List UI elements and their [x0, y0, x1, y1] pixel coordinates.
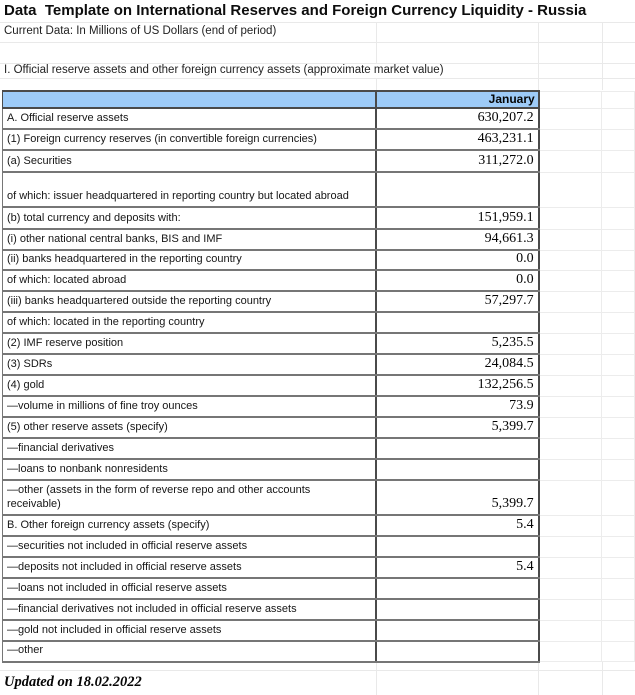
row-label: (4) gold	[3, 375, 376, 396]
row-label: of which: located in the reporting country	[3, 312, 376, 333]
row-value: 73.9	[376, 396, 539, 417]
table-row	[3, 354, 635, 375]
header-month: January	[376, 91, 539, 108]
table-row	[3, 207, 635, 229]
ghost-cell	[539, 396, 602, 417]
ghost-cell	[602, 480, 635, 515]
ghost-cell	[602, 396, 635, 417]
row-value	[376, 438, 539, 459]
row-label: —other	[3, 641, 376, 661]
ghost-cell	[539, 641, 602, 661]
ghost-cell	[602, 108, 635, 129]
ghost-cell	[539, 459, 602, 480]
row-label: —deposits not included in official reserve assets	[3, 557, 376, 578]
ghost-cell	[602, 229, 635, 250]
row-value: 463,231.1	[376, 129, 539, 150]
ghost-cell	[539, 578, 602, 599]
row-value: 5.4	[376, 515, 539, 536]
ghost-cell	[539, 150, 602, 172]
row-label: B. Other foreign currency assets (specify)	[3, 515, 376, 536]
table-row	[3, 396, 635, 417]
ghost-cell	[539, 354, 602, 375]
row-label: —volume in millions of fine troy ounces	[3, 396, 376, 417]
row-value: 5,399.7	[376, 417, 539, 438]
row-value: 5,399.7	[376, 480, 539, 515]
grid-line	[376, 22, 377, 63]
table-row	[3, 578, 635, 599]
reserves-table	[2, 90, 635, 663]
row-value: 630,207.2	[376, 108, 539, 129]
ghost-cell	[602, 150, 635, 172]
ghost-cell	[539, 270, 602, 291]
row-label: (3) SDRs	[3, 354, 376, 375]
grid-line	[602, 657, 603, 695]
table-row	[3, 150, 635, 172]
row-value: 0.0	[376, 270, 539, 291]
grid-line	[376, 657, 377, 695]
ghost-cell	[539, 172, 602, 207]
table-row	[3, 108, 635, 129]
page-subtitle: Current Data: In Millions of US Dollars (end of period)	[4, 25, 277, 37]
table-row	[3, 620, 635, 641]
row-label: —financial derivatives not included in official reserve assets	[3, 599, 376, 620]
ghost-cell	[602, 438, 635, 459]
ghost-cell	[602, 459, 635, 480]
ghost-cell	[539, 333, 602, 354]
ghost-cell	[602, 515, 635, 536]
grid-line	[0, 78, 635, 79]
ghost-cell	[539, 207, 602, 229]
row-label: —loans to nonbank nonresidents	[3, 459, 376, 480]
table-row	[3, 375, 635, 396]
ghost-cell	[602, 417, 635, 438]
row-value: 94,661.3	[376, 229, 539, 250]
table-row	[3, 417, 635, 438]
ghost-cell	[539, 515, 602, 536]
page-title: Data Template on International Reserves and Foreign Currency Liquidity - Russia	[4, 2, 587, 19]
row-label: (5) other reserve assets (specify)	[3, 417, 376, 438]
row-label: —securities not included in official reserve assets	[3, 536, 376, 557]
row-value: 132,256.5	[376, 375, 539, 396]
header-empty-cell	[3, 91, 376, 108]
row-value	[376, 536, 539, 557]
row-value	[376, 459, 539, 480]
row-value	[376, 620, 539, 641]
table-row	[3, 250, 635, 270]
row-label: —other (assets in the form of reverse repo and other accounts receivable)	[3, 480, 376, 515]
ghost-cell	[602, 641, 635, 661]
grid-line	[538, 657, 539, 695]
ghost-cell	[602, 270, 635, 291]
table-row	[3, 557, 635, 578]
row-value	[376, 312, 539, 333]
row-value: 151,959.1	[376, 207, 539, 229]
row-value	[376, 641, 539, 661]
table-row	[3, 459, 635, 480]
ghost-cell	[539, 229, 602, 250]
ghost-cell	[602, 207, 635, 229]
row-label: A. Official reserve assets	[3, 108, 376, 129]
row-label: (b) total currency and deposits with:	[3, 207, 376, 229]
ghost-cell	[602, 599, 635, 620]
updated-date: Updated on 18.02.2022	[4, 674, 142, 690]
ghost-cell	[602, 620, 635, 641]
ghost-cell	[602, 129, 635, 150]
row-value: 57,297.7	[376, 291, 539, 312]
table-row	[3, 291, 635, 312]
ghost-cell	[539, 438, 602, 459]
row-value: 5,235.5	[376, 333, 539, 354]
ghost-cell	[539, 599, 602, 620]
table-row	[3, 333, 635, 354]
grid-line	[376, 78, 377, 90]
table-row	[3, 641, 635, 661]
ghost-cell	[602, 557, 635, 578]
ghost-cell	[539, 91, 602, 108]
row-value	[376, 599, 539, 620]
ghost-cell	[539, 108, 602, 129]
ghost-cell	[539, 312, 602, 333]
ghost-cell	[539, 129, 602, 150]
table-row	[3, 172, 635, 207]
reserve-table-body	[3, 108, 635, 662]
ghost-cell	[602, 354, 635, 375]
table-row	[3, 229, 635, 250]
table-row	[3, 536, 635, 557]
ghost-cell	[539, 557, 602, 578]
ghost-cell	[602, 250, 635, 270]
row-label: (i) other national central banks, BIS and IMF	[3, 229, 376, 250]
table-row	[3, 480, 635, 515]
row-label: —gold not included in official reserve assets	[3, 620, 376, 641]
table-row	[3, 515, 635, 536]
row-label: (iii) banks headquartered outside the reporting country	[3, 291, 376, 312]
grid-line	[0, 63, 635, 64]
ghost-cell	[539, 480, 602, 515]
ghost-cell	[602, 91, 635, 108]
row-label: (1) Foreign currency reserves (in convertible foreign currencies)	[3, 129, 376, 150]
grid-line	[0, 22, 635, 23]
grid-line	[538, 22, 539, 90]
table-row	[3, 599, 635, 620]
table-row	[3, 438, 635, 459]
row-label: of which: located abroad	[3, 270, 376, 291]
ghost-cell	[539, 620, 602, 641]
table-row	[3, 312, 635, 333]
ghost-cell	[539, 375, 602, 396]
row-value	[376, 172, 539, 207]
ghost-cell	[539, 536, 602, 557]
row-value: 5.4	[376, 557, 539, 578]
row-label: (2) IMF reserve position	[3, 333, 376, 354]
grid-line	[602, 22, 603, 90]
row-value: 24,084.5	[376, 354, 539, 375]
row-label: —loans not included in official reserve assets	[3, 578, 376, 599]
ghost-cell	[602, 375, 635, 396]
ghost-cell	[539, 250, 602, 270]
table-row	[3, 270, 635, 291]
ghost-cell	[539, 291, 602, 312]
table-row	[3, 129, 635, 150]
section-heading: I. Official reserve assets and other foreign currency assets (approximate market value)	[4, 64, 444, 76]
row-value: 0.0	[376, 250, 539, 270]
row-value: 311,272.0	[376, 150, 539, 172]
ghost-cell	[602, 312, 635, 333]
table-header-row	[3, 91, 635, 108]
row-label: —financial derivatives	[3, 438, 376, 459]
ghost-cell	[602, 291, 635, 312]
ghost-cell	[602, 578, 635, 599]
ghost-cell	[602, 172, 635, 207]
row-label: (ii) banks headquartered in the reporting country	[3, 250, 376, 270]
row-label: (a) Securities	[3, 150, 376, 172]
row-label: of which: issuer headquartered in reporting country but located abroad	[3, 172, 376, 207]
grid-line	[0, 42, 635, 43]
row-value	[376, 578, 539, 599]
ghost-cell	[602, 536, 635, 557]
ghost-cell	[539, 417, 602, 438]
grid-line	[0, 670, 635, 671]
ghost-cell	[602, 333, 635, 354]
